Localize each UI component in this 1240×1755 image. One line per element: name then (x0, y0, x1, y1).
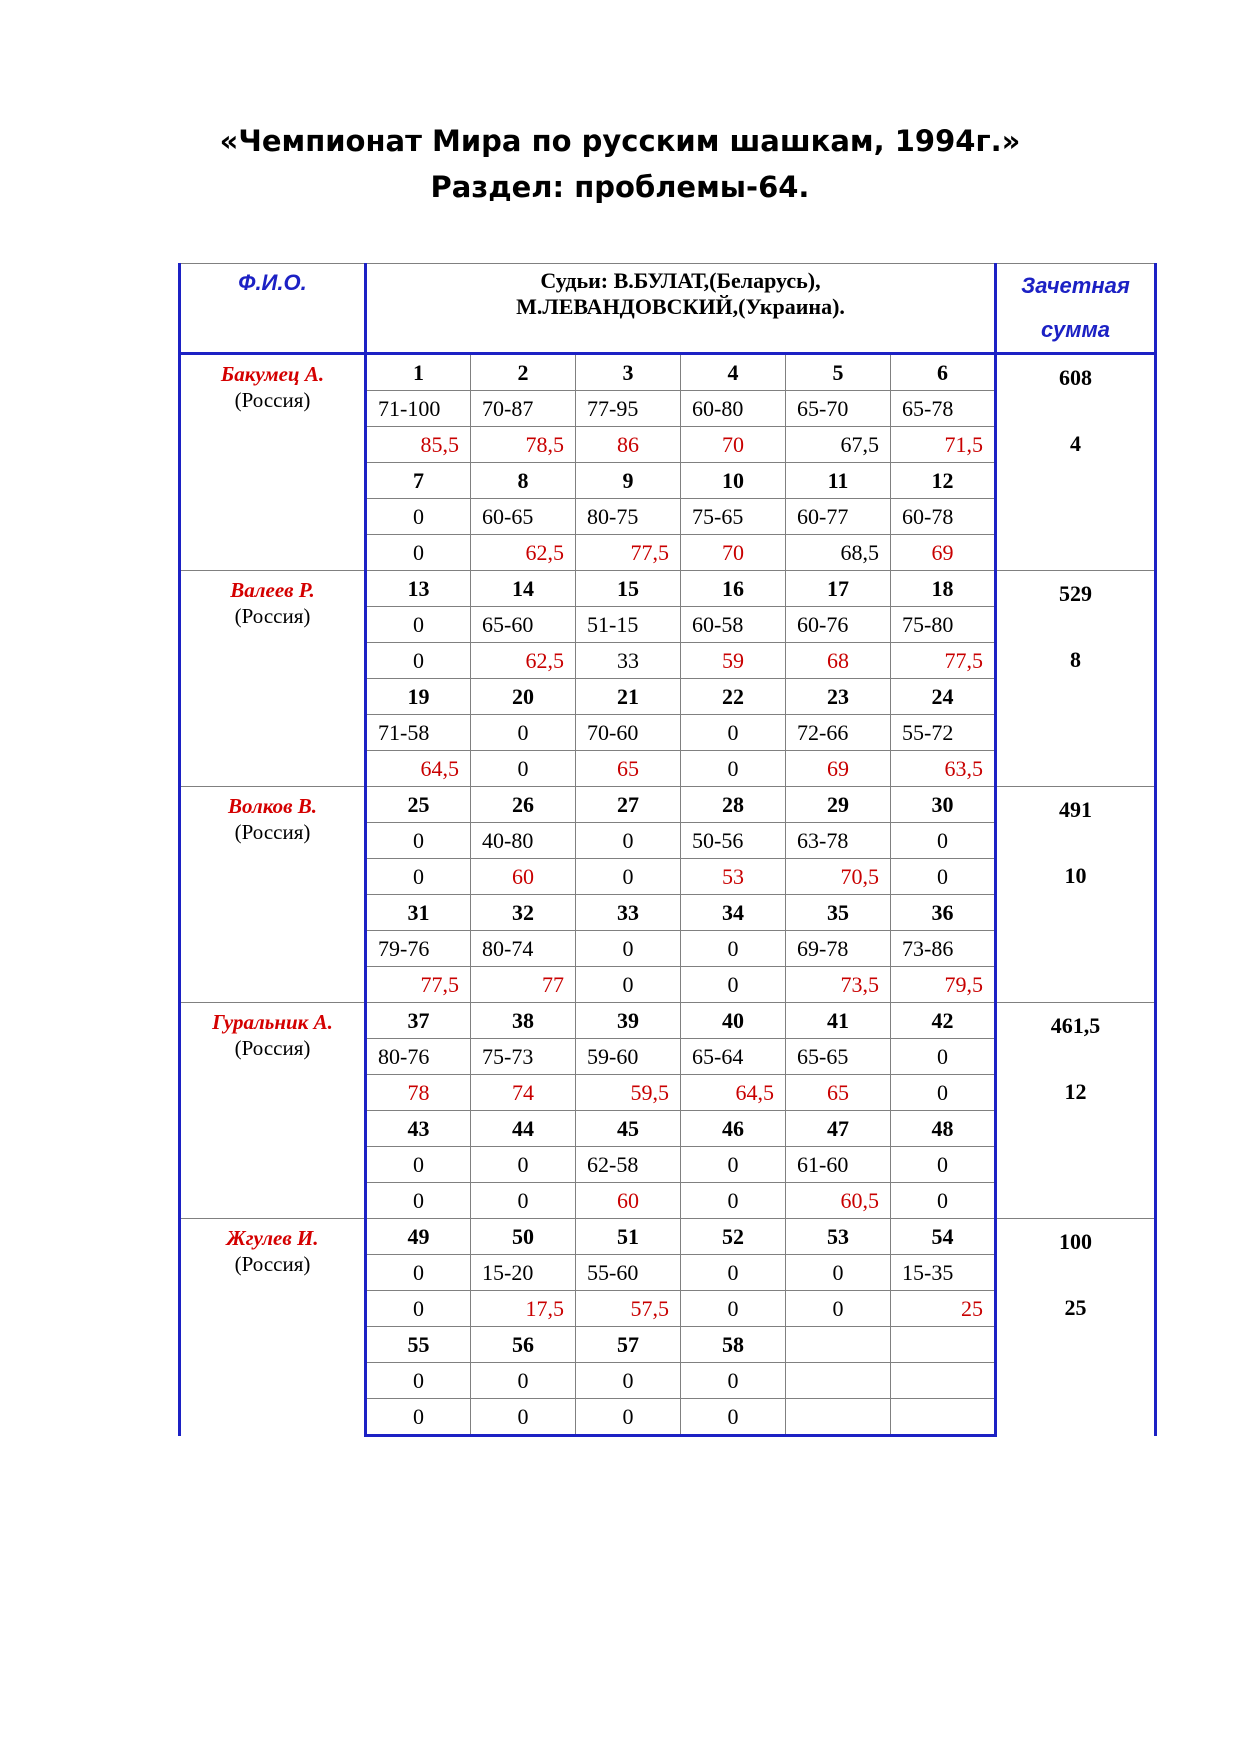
judge-scores: 0 (471, 715, 576, 751)
table-row (180, 787, 1156, 823)
judge-scores: 50-56 (681, 823, 786, 859)
problem-number: 51 (576, 1219, 681, 1255)
judge-scores: 77-95 (576, 391, 681, 427)
points-value: 0 (366, 643, 471, 679)
judge-scores: 62-58 (576, 1147, 681, 1183)
points-value: 17,5 (471, 1291, 576, 1327)
points-value: 77,5 (891, 643, 996, 679)
points-value: 79,5 (891, 967, 996, 1003)
problem-number: 53 (786, 1219, 891, 1255)
points-value: 59 (681, 643, 786, 679)
points-value: 0 (471, 1399, 576, 1436)
points-value: 63,5 (891, 751, 996, 787)
results-table (178, 263, 1157, 1437)
player-name: Жгулев И. (226, 1226, 319, 1250)
judge-scores: 40-80 (471, 823, 576, 859)
judge-scores: 0 (891, 823, 996, 859)
points-value: 57,5 (576, 1291, 681, 1327)
problem-number: 12 (891, 463, 996, 499)
player-cell (180, 787, 366, 1003)
judge-scores: 72-66 (786, 715, 891, 751)
player-country: (Россия) (234, 820, 311, 844)
points-value: 0 (681, 1291, 786, 1327)
points-value: 0 (681, 751, 786, 787)
points-value: 0 (891, 1075, 996, 1111)
final-place: 25 (1064, 1295, 1087, 1320)
problem-number: 14 (471, 571, 576, 607)
problem-number: 5 (786, 354, 891, 391)
player-country: (Россия) (234, 1036, 311, 1060)
header-row (180, 264, 1156, 354)
judge-scores: 71-58 (366, 715, 471, 751)
player-country: (Россия) (234, 604, 311, 628)
final-place: 4 (1070, 431, 1081, 456)
points-value: 65 (786, 1075, 891, 1111)
judge-scores: 0 (366, 1363, 471, 1399)
points-value: 86 (576, 427, 681, 463)
judge-scores: 75-80 (891, 607, 996, 643)
points-value: 0 (366, 859, 471, 895)
total-cell (996, 1219, 1156, 1436)
points-value: 70,5 (786, 859, 891, 895)
points-value: 70 (681, 535, 786, 571)
problem-number: 48 (891, 1111, 996, 1147)
points-value: 60 (471, 859, 576, 895)
judge-scores: 0 (366, 1147, 471, 1183)
judge-scores: 69-78 (786, 931, 891, 967)
points-value: 74 (471, 1075, 576, 1111)
judge-scores: 75-65 (681, 499, 786, 535)
problem-number: 32 (471, 895, 576, 931)
final-place: 12 (1064, 1079, 1087, 1104)
judge-scores: 0 (891, 1147, 996, 1183)
player-cell (180, 1003, 366, 1219)
judge-scores: 60-80 (681, 391, 786, 427)
problem-number: 38 (471, 1003, 576, 1039)
header-fio: Ф.И.О. (180, 264, 366, 354)
problem-number: 52 (681, 1219, 786, 1255)
problem-number (786, 1327, 891, 1363)
problem-number: 56 (471, 1327, 576, 1363)
points-value: 67,5 (786, 427, 891, 463)
judge-scores: 0 (471, 1147, 576, 1183)
final-place: 10 (1064, 863, 1087, 888)
points-value: 0 (366, 1291, 471, 1327)
problem-number: 7 (366, 463, 471, 499)
judge-scores: 51-15 (576, 607, 681, 643)
problem-number: 23 (786, 679, 891, 715)
judge-scores: 0 (366, 607, 471, 643)
points-value: 33 (576, 643, 681, 679)
problem-number: 55 (366, 1327, 471, 1363)
problem-number: 49 (366, 1219, 471, 1255)
total-sum: 608 (1059, 365, 1092, 390)
judge-scores: 61-60 (786, 1147, 891, 1183)
problem-number: 43 (366, 1111, 471, 1147)
points-value: 78,5 (471, 427, 576, 463)
judge-scores: 55-60 (576, 1255, 681, 1291)
judge-scores: 0 (366, 1255, 471, 1291)
judge-scores: 59-60 (576, 1039, 681, 1075)
points-value: 73,5 (786, 967, 891, 1003)
problem-number: 1 (366, 354, 471, 391)
points-value: 69 (891, 535, 996, 571)
points-value: 69 (786, 751, 891, 787)
player-name: Валеев Р. (230, 578, 315, 602)
points-value: 78 (366, 1075, 471, 1111)
player-name: Гуральник А. (212, 1010, 333, 1034)
points-value: 77,5 (576, 535, 681, 571)
problem-number: 6 (891, 354, 996, 391)
problem-number: 54 (891, 1219, 996, 1255)
points-value: 0 (366, 535, 471, 571)
points-value: 0 (576, 859, 681, 895)
judge-scores: 80-75 (576, 499, 681, 535)
points-value (786, 1399, 891, 1436)
judge-scores: 60-65 (471, 499, 576, 535)
problem-number: 19 (366, 679, 471, 715)
points-value: 0 (891, 859, 996, 895)
judge-scores: 60-76 (786, 607, 891, 643)
judge-scores: 0 (471, 1363, 576, 1399)
judge-scores: 63-78 (786, 823, 891, 859)
problem-number (891, 1327, 996, 1363)
points-value: 0 (681, 1183, 786, 1219)
judge-scores: 65-70 (786, 391, 891, 427)
problem-number: 42 (891, 1003, 996, 1039)
judge-scores: 0 (576, 931, 681, 967)
problem-number: 29 (786, 787, 891, 823)
problem-number: 21 (576, 679, 681, 715)
points-value: 59,5 (576, 1075, 681, 1111)
points-value (891, 1399, 996, 1436)
problem-number: 36 (891, 895, 996, 931)
points-value: 0 (366, 1183, 471, 1219)
judge-scores: 0 (366, 499, 471, 535)
points-value: 0 (681, 1399, 786, 1436)
judge-scores: 0 (681, 1147, 786, 1183)
points-value: 68,5 (786, 535, 891, 571)
problem-number: 40 (681, 1003, 786, 1039)
judge-scores: 0 (366, 823, 471, 859)
judge-scores: 65-65 (786, 1039, 891, 1075)
player-cell (180, 1219, 366, 1436)
total-sum: 461,5 (1050, 1013, 1101, 1038)
points-value: 0 (891, 1183, 996, 1219)
points-value: 0 (576, 967, 681, 1003)
judge-scores: 15-20 (471, 1255, 576, 1291)
problem-number: 9 (576, 463, 681, 499)
points-value: 64,5 (681, 1075, 786, 1111)
problem-number: 20 (471, 679, 576, 715)
judge-scores: 0 (681, 1255, 786, 1291)
table-row (180, 1003, 1156, 1039)
problem-number: 24 (891, 679, 996, 715)
problem-number: 4 (681, 354, 786, 391)
title-line-1: «Чемпионат Мира по русским шашкам, 1994г.» (219, 124, 1021, 158)
points-value: 0 (681, 967, 786, 1003)
judge-scores: 55-72 (891, 715, 996, 751)
results-body (180, 264, 1156, 1436)
total-cell (996, 571, 1156, 787)
header-judges (366, 264, 996, 354)
problem-number: 10 (681, 463, 786, 499)
problem-number: 57 (576, 1327, 681, 1363)
judge-scores: 70-87 (471, 391, 576, 427)
table-row (180, 571, 1156, 607)
page-title (0, 118, 1240, 210)
player-cell (180, 571, 366, 787)
judges-line-2: М.ЛЕВАНДОВСКИЙ,(Украина). (516, 294, 845, 319)
judge-scores: 0 (681, 931, 786, 967)
problem-number: 31 (366, 895, 471, 931)
judge-scores: 65-78 (891, 391, 996, 427)
points-value: 71,5 (891, 427, 996, 463)
problem-number: 13 (366, 571, 471, 607)
problem-number: 17 (786, 571, 891, 607)
total-cell (996, 787, 1156, 1003)
problem-number: 45 (576, 1111, 681, 1147)
problem-number: 37 (366, 1003, 471, 1039)
judge-scores: 60-58 (681, 607, 786, 643)
points-value: 68 (786, 643, 891, 679)
problem-number: 44 (471, 1111, 576, 1147)
problem-number: 33 (576, 895, 681, 931)
points-value: 0 (786, 1291, 891, 1327)
total-cell (996, 1003, 1156, 1219)
total-sum: 491 (1059, 797, 1092, 822)
table-row (180, 354, 1156, 391)
total-sum: 100 (1059, 1229, 1092, 1254)
judge-scores (891, 1363, 996, 1399)
problem-number: 8 (471, 463, 576, 499)
points-value: 25 (891, 1291, 996, 1327)
problem-number: 25 (366, 787, 471, 823)
player-name: Бакумец А. (220, 362, 325, 386)
points-value: 0 (471, 751, 576, 787)
judge-scores: 0 (891, 1039, 996, 1075)
player-country: (Россия) (234, 1252, 311, 1276)
final-place: 8 (1070, 647, 1081, 672)
judge-scores (786, 1363, 891, 1399)
judge-scores: 73-86 (891, 931, 996, 967)
title-line-2: Раздел: проблемы-64. (430, 170, 810, 204)
points-value: 0 (471, 1183, 576, 1219)
problem-number: 50 (471, 1219, 576, 1255)
judge-scores: 80-74 (471, 931, 576, 967)
problem-number: 41 (786, 1003, 891, 1039)
points-value: 0 (576, 1399, 681, 1436)
judge-scores: 70-60 (576, 715, 681, 751)
judge-scores: 0 (681, 1363, 786, 1399)
points-value: 60,5 (786, 1183, 891, 1219)
judge-scores: 0 (576, 1363, 681, 1399)
sum-label-line-2: сумма (1041, 317, 1110, 342)
table-row (180, 1219, 1156, 1255)
judge-scores: 65-60 (471, 607, 576, 643)
problem-number: 26 (471, 787, 576, 823)
points-value: 62,5 (471, 535, 576, 571)
problem-number: 35 (786, 895, 891, 931)
judge-scores: 60-77 (786, 499, 891, 535)
problem-number: 27 (576, 787, 681, 823)
problem-number: 39 (576, 1003, 681, 1039)
problem-number: 11 (786, 463, 891, 499)
problem-number: 58 (681, 1327, 786, 1363)
problem-number: 28 (681, 787, 786, 823)
problem-number: 47 (786, 1111, 891, 1147)
points-value: 77 (471, 967, 576, 1003)
judge-scores: 0 (786, 1255, 891, 1291)
points-value: 64,5 (366, 751, 471, 787)
points-value: 62,5 (471, 643, 576, 679)
player-cell (180, 354, 366, 571)
header-sum (996, 264, 1156, 354)
points-value: 65 (576, 751, 681, 787)
points-value: 85,5 (366, 427, 471, 463)
points-value: 0 (366, 1399, 471, 1436)
problem-number: 46 (681, 1111, 786, 1147)
problem-number: 15 (576, 571, 681, 607)
judge-scores: 15-35 (891, 1255, 996, 1291)
judge-scores: 79-76 (366, 931, 471, 967)
problem-number: 18 (891, 571, 996, 607)
player-name: Волков В. (228, 794, 317, 818)
points-value: 70 (681, 427, 786, 463)
total-cell (996, 354, 1156, 571)
player-country: (Россия) (234, 388, 311, 412)
problem-number: 22 (681, 679, 786, 715)
total-sum: 529 (1059, 581, 1092, 606)
judges-line-1: Судьи: В.БУЛАТ,(Беларусь), (540, 268, 821, 293)
judge-scores: 60-78 (891, 499, 996, 535)
sum-label-line-1: Зачетная (1021, 273, 1130, 298)
problem-number: 2 (471, 354, 576, 391)
judge-scores: 80-76 (366, 1039, 471, 1075)
problem-number: 3 (576, 354, 681, 391)
judge-scores: 65-64 (681, 1039, 786, 1075)
judge-scores: 75-73 (471, 1039, 576, 1075)
points-value: 53 (681, 859, 786, 895)
problem-number: 30 (891, 787, 996, 823)
points-value: 60 (576, 1183, 681, 1219)
judge-scores: 0 (576, 823, 681, 859)
judge-scores: 0 (681, 715, 786, 751)
points-value: 77,5 (366, 967, 471, 1003)
problem-number: 34 (681, 895, 786, 931)
problem-number: 16 (681, 571, 786, 607)
judge-scores: 71-100 (366, 391, 471, 427)
